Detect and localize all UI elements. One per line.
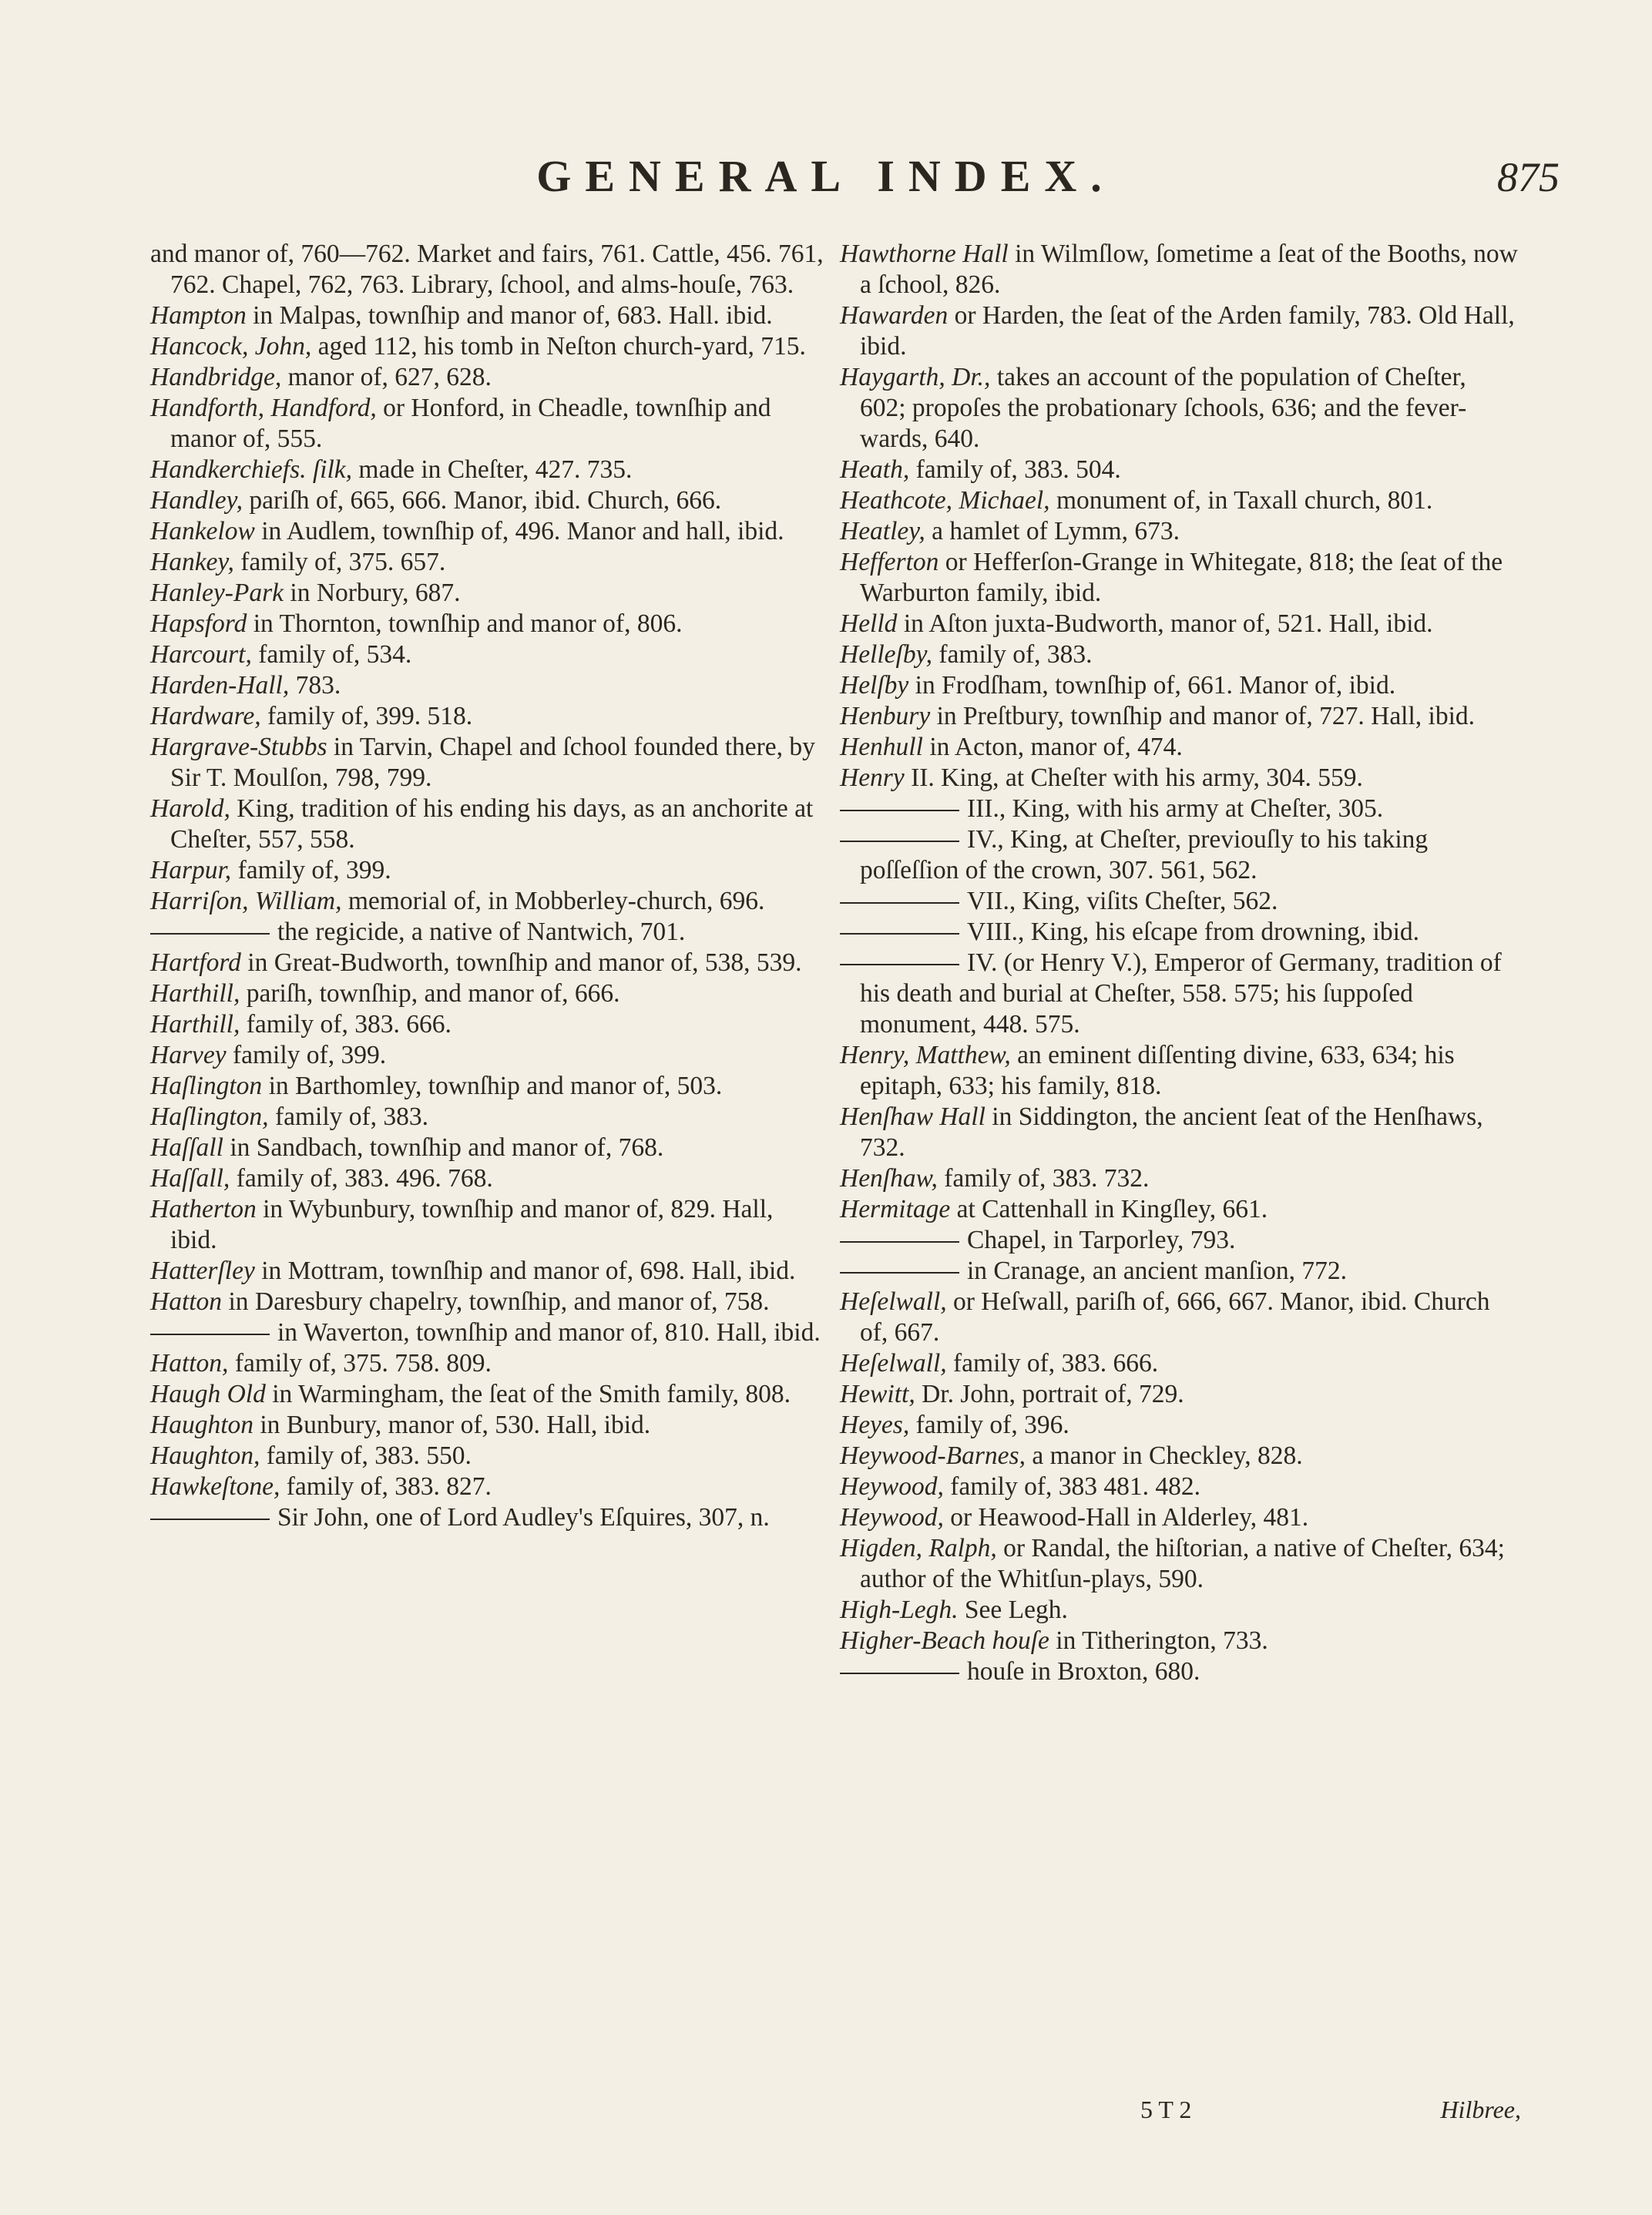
index-entry <box>150 855 824 886</box>
index-entry <box>840 1502 1518 1533</box>
index-entry <box>150 1317 824 1348</box>
entry-text: monument of, in Taxall church, 801. <box>1049 486 1433 515</box>
entry-heading: Heatley, <box>840 517 925 545</box>
index-entry <box>840 1472 1518 1502</box>
entry-text: VIII., King, his eſcape from drowning, ibid. <box>967 918 1420 946</box>
entry-heading: Heathcote, Michael, <box>840 486 1050 515</box>
entry-heading: Heywood, <box>840 1472 944 1501</box>
entry-text: manor of, 627, 628. <box>281 363 492 391</box>
entry-heading: Haſſall, <box>150 1164 230 1193</box>
index-entry <box>840 362 1518 455</box>
entry-heading: Haſſall <box>150 1133 223 1162</box>
index-entry <box>150 1071 824 1102</box>
index-entry <box>150 978 824 1009</box>
index-entry <box>150 1256 824 1287</box>
index-entry <box>150 455 824 485</box>
entry-heading: Helſby <box>840 671 909 700</box>
index-entry <box>840 1225 1518 1256</box>
entry-heading: Heſelwall, <box>840 1349 947 1378</box>
entry-heading: Haſlington, <box>150 1102 269 1131</box>
index-entry <box>840 917 1518 948</box>
entry-text: family of, 383. 827. <box>280 1472 492 1501</box>
entry-heading: Haughton, <box>150 1441 260 1470</box>
entry-text: in Sandbach, townſhip and manor of, 768. <box>223 1133 664 1162</box>
entry-text: in Wilmſlow, ſometime a ſeat of the Booths, now a ſchool, 826. <box>860 240 1518 299</box>
index-entry <box>840 1441 1518 1472</box>
index-entry <box>150 362 824 393</box>
ditto-rule <box>840 841 959 842</box>
entry-text: in Frodſham, townſhip of, 661. Manor of, ibid. <box>908 671 1396 700</box>
index-entry <box>840 1348 1518 1379</box>
entry-heading: Henhull <box>840 733 923 761</box>
entry-text: in Bunbury, manor of, 530. Hall, ibid. <box>254 1411 651 1439</box>
ditto-rule <box>150 1519 270 1520</box>
entry-text: takes an account of the population of Cheſter, 602; propoſes the probationary ſchools, 636; and the fever-wards, 640. <box>860 363 1467 453</box>
index-entry <box>150 1379 824 1410</box>
index-entry <box>840 1595 1518 1626</box>
entry-heading: Handbridge, <box>150 363 282 391</box>
entry-heading: Hancock, John, <box>150 332 312 361</box>
index-entry <box>150 701 824 732</box>
index-entry <box>150 1472 824 1502</box>
entry-heading: Harpur, <box>150 856 232 884</box>
entry-heading: Hartford <box>150 948 241 977</box>
index-entry <box>150 609 824 639</box>
entry-text: or Hefferſon-Grange in Whitegate, 818; the ſeat of the Warburton family, ibid. <box>860 548 1503 607</box>
entry-text: a manor in Checkley, 828. <box>1025 1441 1303 1470</box>
entry-heading: Hawkeſtone, <box>150 1472 280 1501</box>
index-entry <box>150 547 824 578</box>
index-entry <box>150 794 824 855</box>
page-header <box>0 150 1652 212</box>
entry-heading: Hargrave-Stubbs <box>150 733 327 761</box>
entry-text: See Legh. <box>958 1596 1068 1624</box>
entry-heading: Hankelow <box>150 517 255 545</box>
page-title: GENERAL INDEX. <box>536 151 1116 201</box>
entry-text: family of, 383. 666. <box>240 1010 452 1039</box>
index-entry <box>150 578 824 609</box>
entry-text: memorial of, in Mobberley-church, 696. <box>341 887 765 915</box>
entry-text: IV., King, at Cheſter, previouſly to his taking poſſeſſion of the crown, 307. 561, 562. <box>860 825 1429 884</box>
index-entry <box>840 1626 1518 1656</box>
entry-text: family of, 399. <box>231 856 391 884</box>
entry-heading: Helld <box>840 609 898 638</box>
entry-heading: Hatton <box>150 1287 223 1316</box>
entry-heading: Harcourt, <box>150 640 252 669</box>
index-entry <box>150 948 824 978</box>
entry-text: family of, 383. 732. <box>937 1164 1150 1193</box>
index-entry <box>150 1009 824 1040</box>
entry-text: in Tarvin, Chapel and ſchool founded there, by Sir T. Moulſon, 798, 799. <box>170 733 815 792</box>
ditto-rule <box>840 964 959 965</box>
entry-heading: Hawthorne Hall <box>840 240 1009 268</box>
entry-text: Sir John, one of Lord Audley's Eſquires, 307, n. <box>277 1503 770 1532</box>
entry-text: in Acton, manor of, 474. <box>922 733 1183 761</box>
index-entry <box>150 670 824 701</box>
entry-text: family of, 383. 504. <box>909 455 1121 484</box>
entry-text: made in Cheſter, 427. 735. <box>352 455 633 484</box>
entry-text: family of, 399. <box>226 1041 387 1069</box>
entry-heading: Handley, <box>150 486 243 515</box>
index-entry <box>150 1410 824 1441</box>
entry-heading: Hatterſley <box>150 1257 255 1285</box>
index-entry <box>840 609 1518 639</box>
index-entry <box>840 516 1518 547</box>
entry-heading: Heywood, <box>840 1503 944 1532</box>
entry-text: family of, 383. 550. <box>260 1441 472 1470</box>
ditto-rule <box>840 1241 959 1243</box>
entry-heading: Hatton, <box>150 1349 229 1378</box>
index-entry <box>840 1163 1518 1194</box>
entry-text: an eminent diſſenting divine, 633, 634; his epitaph, 633; his family, 818. <box>860 1041 1455 1100</box>
index-entry <box>150 1163 824 1194</box>
entry-text: or Heawood-Hall in Alderley, 481. <box>943 1503 1309 1532</box>
index-entry <box>840 1102 1518 1163</box>
index-entry <box>840 239 1518 300</box>
right-column <box>840 239 1518 1687</box>
entry-text: family of, 375. 758. 809. <box>228 1349 492 1378</box>
entry-text: family of, 375. 657. <box>233 548 446 576</box>
ditto-rule <box>840 810 959 811</box>
entry-text: in Barthomley, townſhip and manor of, 503. <box>262 1072 723 1100</box>
index-entry <box>840 455 1518 485</box>
index-entry <box>840 1256 1518 1287</box>
ditto-rule <box>150 1334 270 1335</box>
entry-heading: Harvey <box>150 1041 227 1069</box>
entry-text: Chapel, in Tarporley, 793. <box>967 1226 1236 1254</box>
entry-text: family of, 534. <box>251 640 412 669</box>
catchword: Hilbree, <box>1440 2096 1521 2123</box>
entry-text: II. King, at Cheſter with his army, 304. 559. <box>904 764 1363 792</box>
index-entry <box>150 1133 824 1163</box>
index-entry <box>840 300 1518 362</box>
index-entry <box>150 1348 824 1379</box>
entry-text: or Heſwall, pariſh of, 666, 667. Manor, ibid. Church of, 667. <box>860 1287 1490 1347</box>
entry-text: family of, 383. 666. <box>946 1349 1159 1378</box>
index-entry <box>840 547 1518 609</box>
entry-heading: Henſhaw, <box>840 1164 938 1193</box>
entry-heading: Haughton <box>150 1411 254 1439</box>
entry-heading: Hampton <box>150 301 247 330</box>
entry-text: family of, 399. 518. <box>260 702 473 730</box>
entry-text: family of, 396. <box>909 1411 1069 1439</box>
entry-text: and manor of, 760—762. Market and fairs, 761. Cattle, 456. 761, 762. Chapel, 762, 763. Library, ſchool, and alms-houſe, 763. <box>150 240 824 299</box>
index-entry <box>840 732 1518 763</box>
entry-heading: Hermitage <box>840 1195 951 1223</box>
page-number: 875 <box>1497 154 1560 200</box>
index-entry <box>840 1656 1518 1687</box>
entry-heading: Haugh Old <box>150 1380 266 1408</box>
entry-text: or Randal, the hiſtorian, a native of Cheſter, 634; author of the Whitſun-plays, 590. <box>860 1534 1505 1593</box>
index-entry <box>840 670 1518 701</box>
entry-text: Dr. John, portrait of, 729. <box>915 1380 1184 1408</box>
entry-heading: Hardware, <box>150 702 261 730</box>
entry-heading: Heath, <box>840 455 910 484</box>
entry-heading: Hanley-Park <box>150 579 284 607</box>
entry-heading: Hatherton <box>150 1195 257 1223</box>
index-entry <box>840 485 1518 516</box>
entry-heading: Hawarden <box>840 301 949 330</box>
entry-text: family of, 383 481. 482. <box>943 1472 1201 1501</box>
entry-text: in Aſton juxta-Budworth, manor of, 521. Hall, ibid. <box>897 609 1433 638</box>
index-entry <box>840 886 1518 917</box>
ditto-rule <box>840 933 959 935</box>
ditto-rule <box>840 1673 959 1674</box>
entry-text: in Great-Budworth, townſhip and manor of, 538, 539. <box>240 948 802 977</box>
page-footer <box>0 2096 1652 2134</box>
signature-mark: 5 T 2 <box>1140 2096 1192 2123</box>
entry-text: or Harden, the ſeat of the Arden family, 783. Old Hall, ibid. <box>860 301 1515 361</box>
index-entry <box>840 1194 1518 1225</box>
entry-text: family of, 383. <box>268 1102 429 1131</box>
entry-heading: Higher-Beach houſe <box>840 1626 1049 1655</box>
entry-text: in Audlem, townſhip of, 496. Manor and hall, ibid. <box>254 517 784 545</box>
index-entry <box>150 1040 824 1071</box>
index-entry <box>150 485 824 516</box>
entry-heading: Higden, Ralph, <box>840 1534 997 1562</box>
entry-heading: Henſhaw Hall <box>840 1102 985 1131</box>
entry-text: in Titherington, 733. <box>1049 1626 1268 1655</box>
entry-heading: Hapsford <box>150 609 247 638</box>
entry-heading: High-Legh. <box>840 1596 959 1624</box>
entry-text: pariſh, townſhip, and manor of, 666. <box>240 979 620 1008</box>
entry-text: in Waverton, townſhip and manor of, 810. Hall, ibid. <box>277 1318 821 1347</box>
entry-heading: Henbury <box>840 702 931 730</box>
index-entry <box>840 1379 1518 1410</box>
index-entry <box>150 331 824 362</box>
entry-text: in Wybunbury, townſhip and manor of, 829. Hall, ibid. <box>170 1195 774 1254</box>
index-entry <box>150 1441 824 1472</box>
entry-text: family of, 383. <box>932 640 1093 669</box>
entry-heading: Handforth, Handford, <box>150 394 377 422</box>
entry-heading: Henry <box>840 764 905 792</box>
index-entry <box>150 1102 824 1133</box>
entry-text: King, tradition of his ending his days, as an anchorite at Cheſter, 557, 558. <box>170 794 814 854</box>
index-entry <box>840 794 1518 824</box>
index-entry <box>840 1410 1518 1441</box>
entry-heading: Handkerchiefs. ſilk, <box>150 455 353 484</box>
entry-heading: Hefferton <box>840 548 939 576</box>
entry-text: in Cranage, an ancient manſion, 772. <box>967 1257 1348 1285</box>
entry-text: in Daresbury chapelry, townſhip, and manor of, 758. <box>222 1287 770 1316</box>
entry-text: VII., King, viſits Cheſter, 562. <box>967 887 1278 915</box>
index-entry <box>840 1287 1518 1348</box>
entry-heading: Heywood-Barnes, <box>840 1441 1026 1470</box>
index-entry <box>150 300 824 331</box>
entry-text: pariſh of, 665, 666. Manor, ibid. Church, 666. <box>243 486 722 515</box>
entry-text: at Cattenhall in Kingſley, 661. <box>950 1195 1268 1223</box>
index-entry <box>840 948 1518 1040</box>
ditto-rule <box>840 902 959 904</box>
index-entry <box>840 639 1518 670</box>
index-entry <box>840 701 1518 732</box>
index-entry <box>150 1194 824 1256</box>
entry-text: III., King, with his army at Cheſter, 305. <box>967 794 1384 823</box>
entry-heading: Haygarth, Dr., <box>840 363 991 391</box>
entry-text: in Malpas, townſhip and manor of, 683. Hall. ibid. <box>246 301 773 330</box>
index-entry <box>840 1040 1518 1102</box>
entry-heading: Harriſon, William, <box>150 887 342 915</box>
entry-heading: Harthill, <box>150 979 240 1008</box>
entry-text: 783. <box>289 671 341 700</box>
index-entry <box>150 732 824 794</box>
entry-text: in Warmingham, the ſeat of the Smith family, 808. <box>265 1380 791 1408</box>
ditto-rule <box>150 933 270 935</box>
entry-heading: Harthill, <box>150 1010 240 1039</box>
entry-heading: Harold, <box>150 794 230 823</box>
index-entry <box>840 763 1518 794</box>
index-entry <box>150 639 824 670</box>
entry-heading: Haſlington <box>150 1072 263 1100</box>
index-entry <box>840 1533 1518 1595</box>
entry-text: in Norbury, 687. <box>284 579 461 607</box>
entry-text: in Thornton, townſhip and manor of, 806. <box>247 609 683 638</box>
entry-heading: Helleſby, <box>840 640 932 669</box>
entry-text: in Preſtbury, townſhip and manor of, 727. Hall, ibid. <box>930 702 1476 730</box>
index-entry <box>150 239 824 300</box>
index-entry <box>150 393 824 455</box>
entry-text: or Honford, in Cheadle, townſhip and manor of, 555. <box>170 394 771 453</box>
entry-heading: Hewitt, <box>840 1380 915 1408</box>
entry-heading: Heyes, <box>840 1411 910 1439</box>
entry-text: IV. (or Henry V.), Emperor of Germany, tradition of his death and burial at Cheſter, 558. 575; his ſuppoſed monument, 448. 575. <box>860 948 1502 1039</box>
index-entry <box>150 917 824 948</box>
entry-heading: Henry, Matthew, <box>840 1041 1011 1069</box>
entry-heading: Heſelwall, <box>840 1287 947 1316</box>
ditto-rule <box>840 1272 959 1274</box>
entry-text: a hamlet of Lymm, 673. <box>925 517 1180 545</box>
entry-text: the regicide, a native of Nantwich, 701. <box>277 918 686 946</box>
entry-text: family of, 383. 496. 768. <box>230 1164 493 1193</box>
index-entry <box>150 1502 824 1533</box>
entry-heading: Harden-Hall, <box>150 671 290 700</box>
index-entry <box>840 824 1518 886</box>
index-entry <box>150 516 824 547</box>
entry-heading: Hankey, <box>150 548 234 576</box>
index-entry <box>150 886 824 917</box>
left-column <box>150 239 824 1533</box>
entry-text: in Mottram, townſhip and manor of, 698. Hall, ibid. <box>254 1257 796 1285</box>
entry-text: houſe in Broxton, 680. <box>967 1657 1200 1686</box>
index-entry <box>150 1287 824 1317</box>
entry-text: in Siddington, the ancient ſeat of the Henſhaws, 732. <box>860 1102 1483 1162</box>
entry-text: aged 112, his tomb in Neſton church-yard, 715. <box>311 332 806 361</box>
